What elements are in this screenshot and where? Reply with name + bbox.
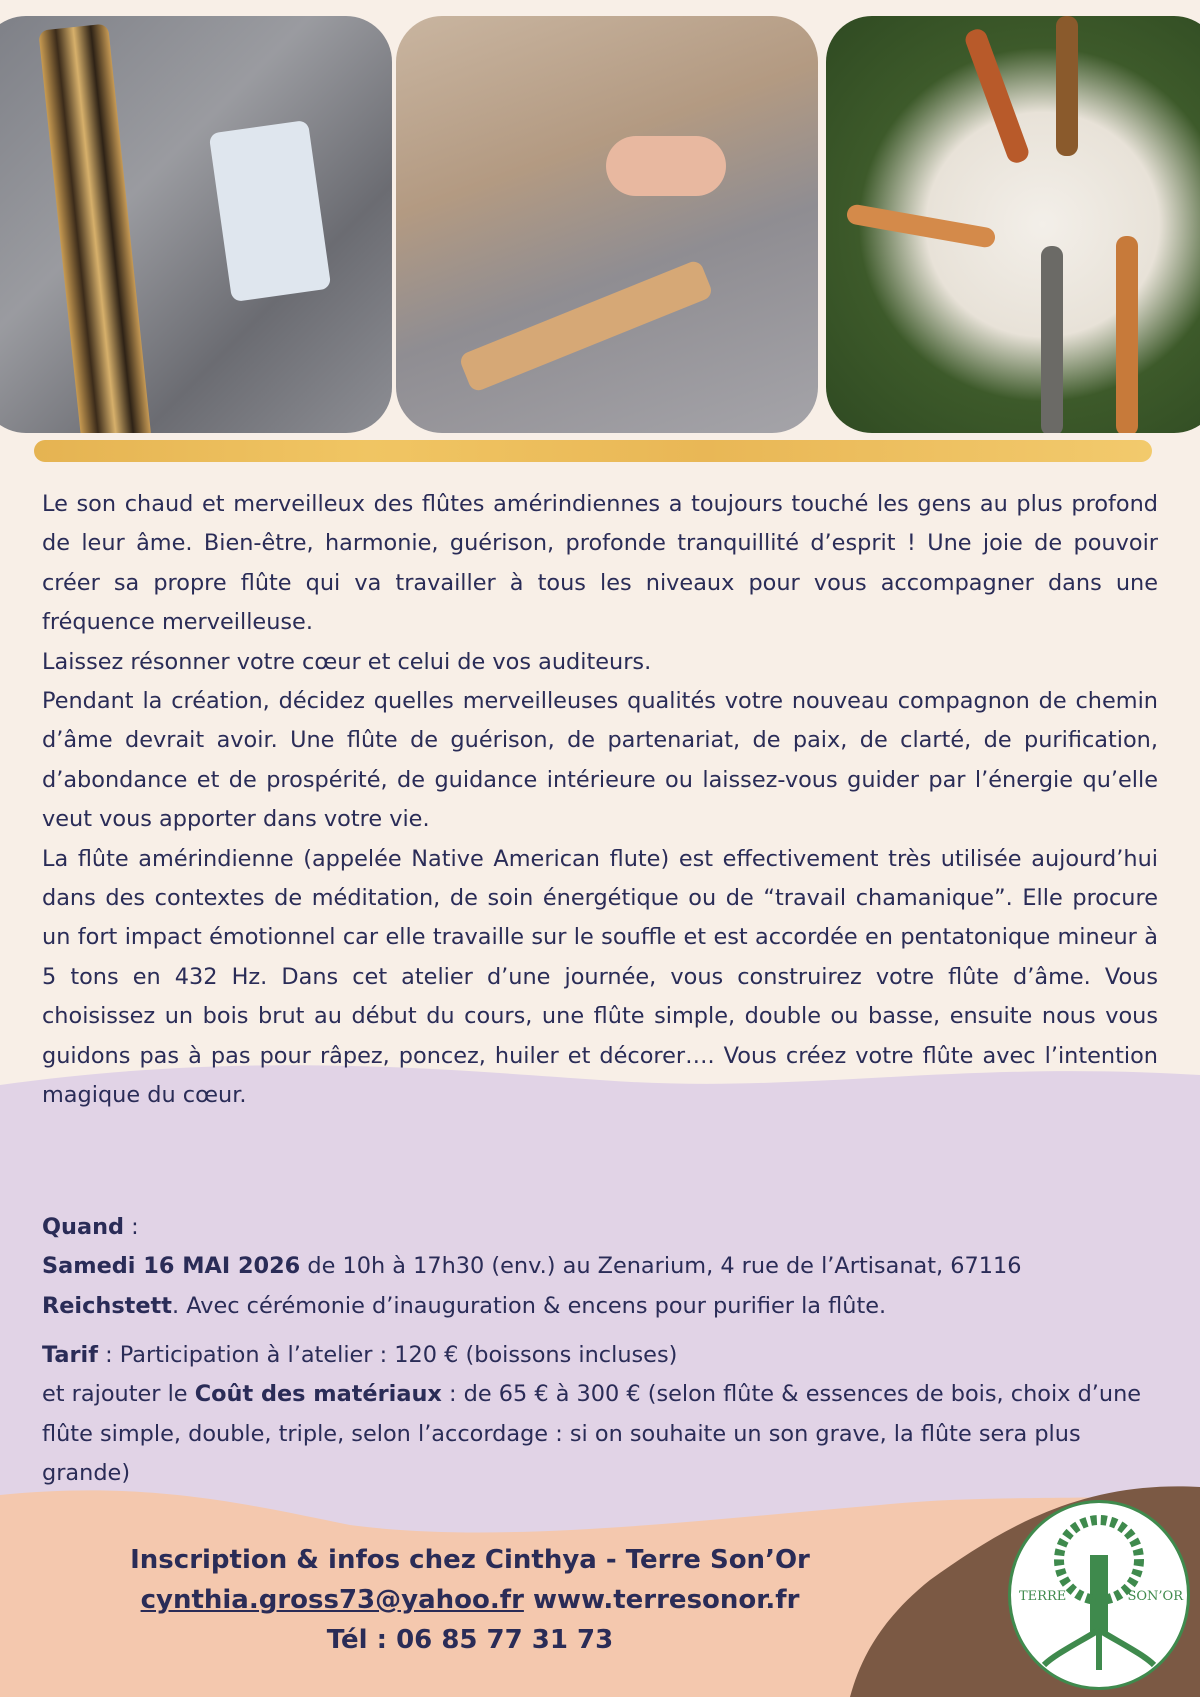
gold-brush-divider (34, 440, 1152, 462)
separator: : (124, 1214, 139, 1240)
phone-number: Tél : 06 85 77 31 73 (326, 1625, 614, 1655)
event-date: Samedi 16 MAI 2026 (42, 1253, 301, 1280)
logo-text-right: SON’OR (1127, 1589, 1183, 1604)
website-link[interactable]: www.terresonor.fr (532, 1585, 800, 1615)
description-paragraph: Laissez résonner votre cœur et celui de vos auditeurs. (42, 648, 652, 675)
flutes-circle-on-fur-photo (826, 16, 1200, 433)
materials-label: Coût des matériaux (194, 1381, 442, 1408)
event-extra: . Avec cérémonie d’inauguration & encens pour purifier la flûte. (171, 1292, 887, 1319)
pricing-text: et rajouter le (42, 1381, 195, 1408)
description-paragraph: Le son chaud et merveilleux des flûtes amérindiennes a toujours touché les gens au plus profond de leur âme. Bien-être, harmonie, guérison, profonde tranquillité d’esprit ! Une joie de pouvoir créer sa propre flûte qui va travailler à tous les niveaux pour vous accompagner dans une fréquence merveilleuse. (42, 491, 1158, 636)
hands-sanding-flute-photo (396, 16, 818, 433)
when-label: Quand (42, 1214, 125, 1240)
pricing-section (42, 1336, 1158, 1494)
pricing-label: Tarif (42, 1342, 98, 1368)
event-details: de 10h à 17h30 (env.) au Zenarium, 4 rue de l’Artisanat, 67116 (300, 1253, 1022, 1280)
contact-block (60, 1540, 880, 1660)
when-section (42, 1208, 1158, 1326)
description (42, 485, 1158, 1116)
materials-price: : de 65 € à 300 € (selon flûte & essences de bois, choix d’une flûte simple, double, triple, selon l’accordage : si on souhaite un son grave, la flûte sera plus grande) (42, 1381, 1142, 1487)
contact-heading: Inscription & infos chez Cinthya - Terre Son’Or (130, 1545, 810, 1575)
description-paragraph: Pendant la création, décidez quelles merveilleuses qualités votre nouveau compagnon de chemin d’âme devrait avoir. Une flûte de guérison, de partenariat, de paix, de clarté, de purification, d’abondance et de prospérité, de guidance intérieure ou laissez-vous guider par l’énergie qu’elle veut vous apporter dans votre vie. (42, 688, 1158, 833)
logo-text-left: TERRE (1019, 1589, 1067, 1604)
pricing-workshop: : Participation à l’atelier : 120 € (boissons incluses) (97, 1342, 678, 1368)
flute-carving-workbench-photo (0, 16, 392, 433)
description-paragraph: La flûte amérindienne (appelée Native American flute) est effectivement très utilisée aujourd’hui dans des contextes de méditation, de soin énergétique ou de “travail chamanique”. Elle procure un fort impact émotionnel car elle travaille sur le souffle et est accordée en pentatonique mineur à 5 tons en 432 Hz. Dans cet atelier d’une journée, vous construirez votre flûte d’âme. Vous choisissez un bois brut au début du cours, une flûte simple, double ou basse, ensuite nous vous guidons pas à pas pour râpez, poncez, huiler et décorer…. Vous créez votre flûte avec l’intention magique du cœur. (42, 845, 1158, 1109)
terre-sonor-logo (1008, 1500, 1190, 1690)
event-city: Reichstett (42, 1292, 172, 1319)
email-link[interactable]: cynthia.gross73@yahoo.fr (140, 1585, 524, 1615)
